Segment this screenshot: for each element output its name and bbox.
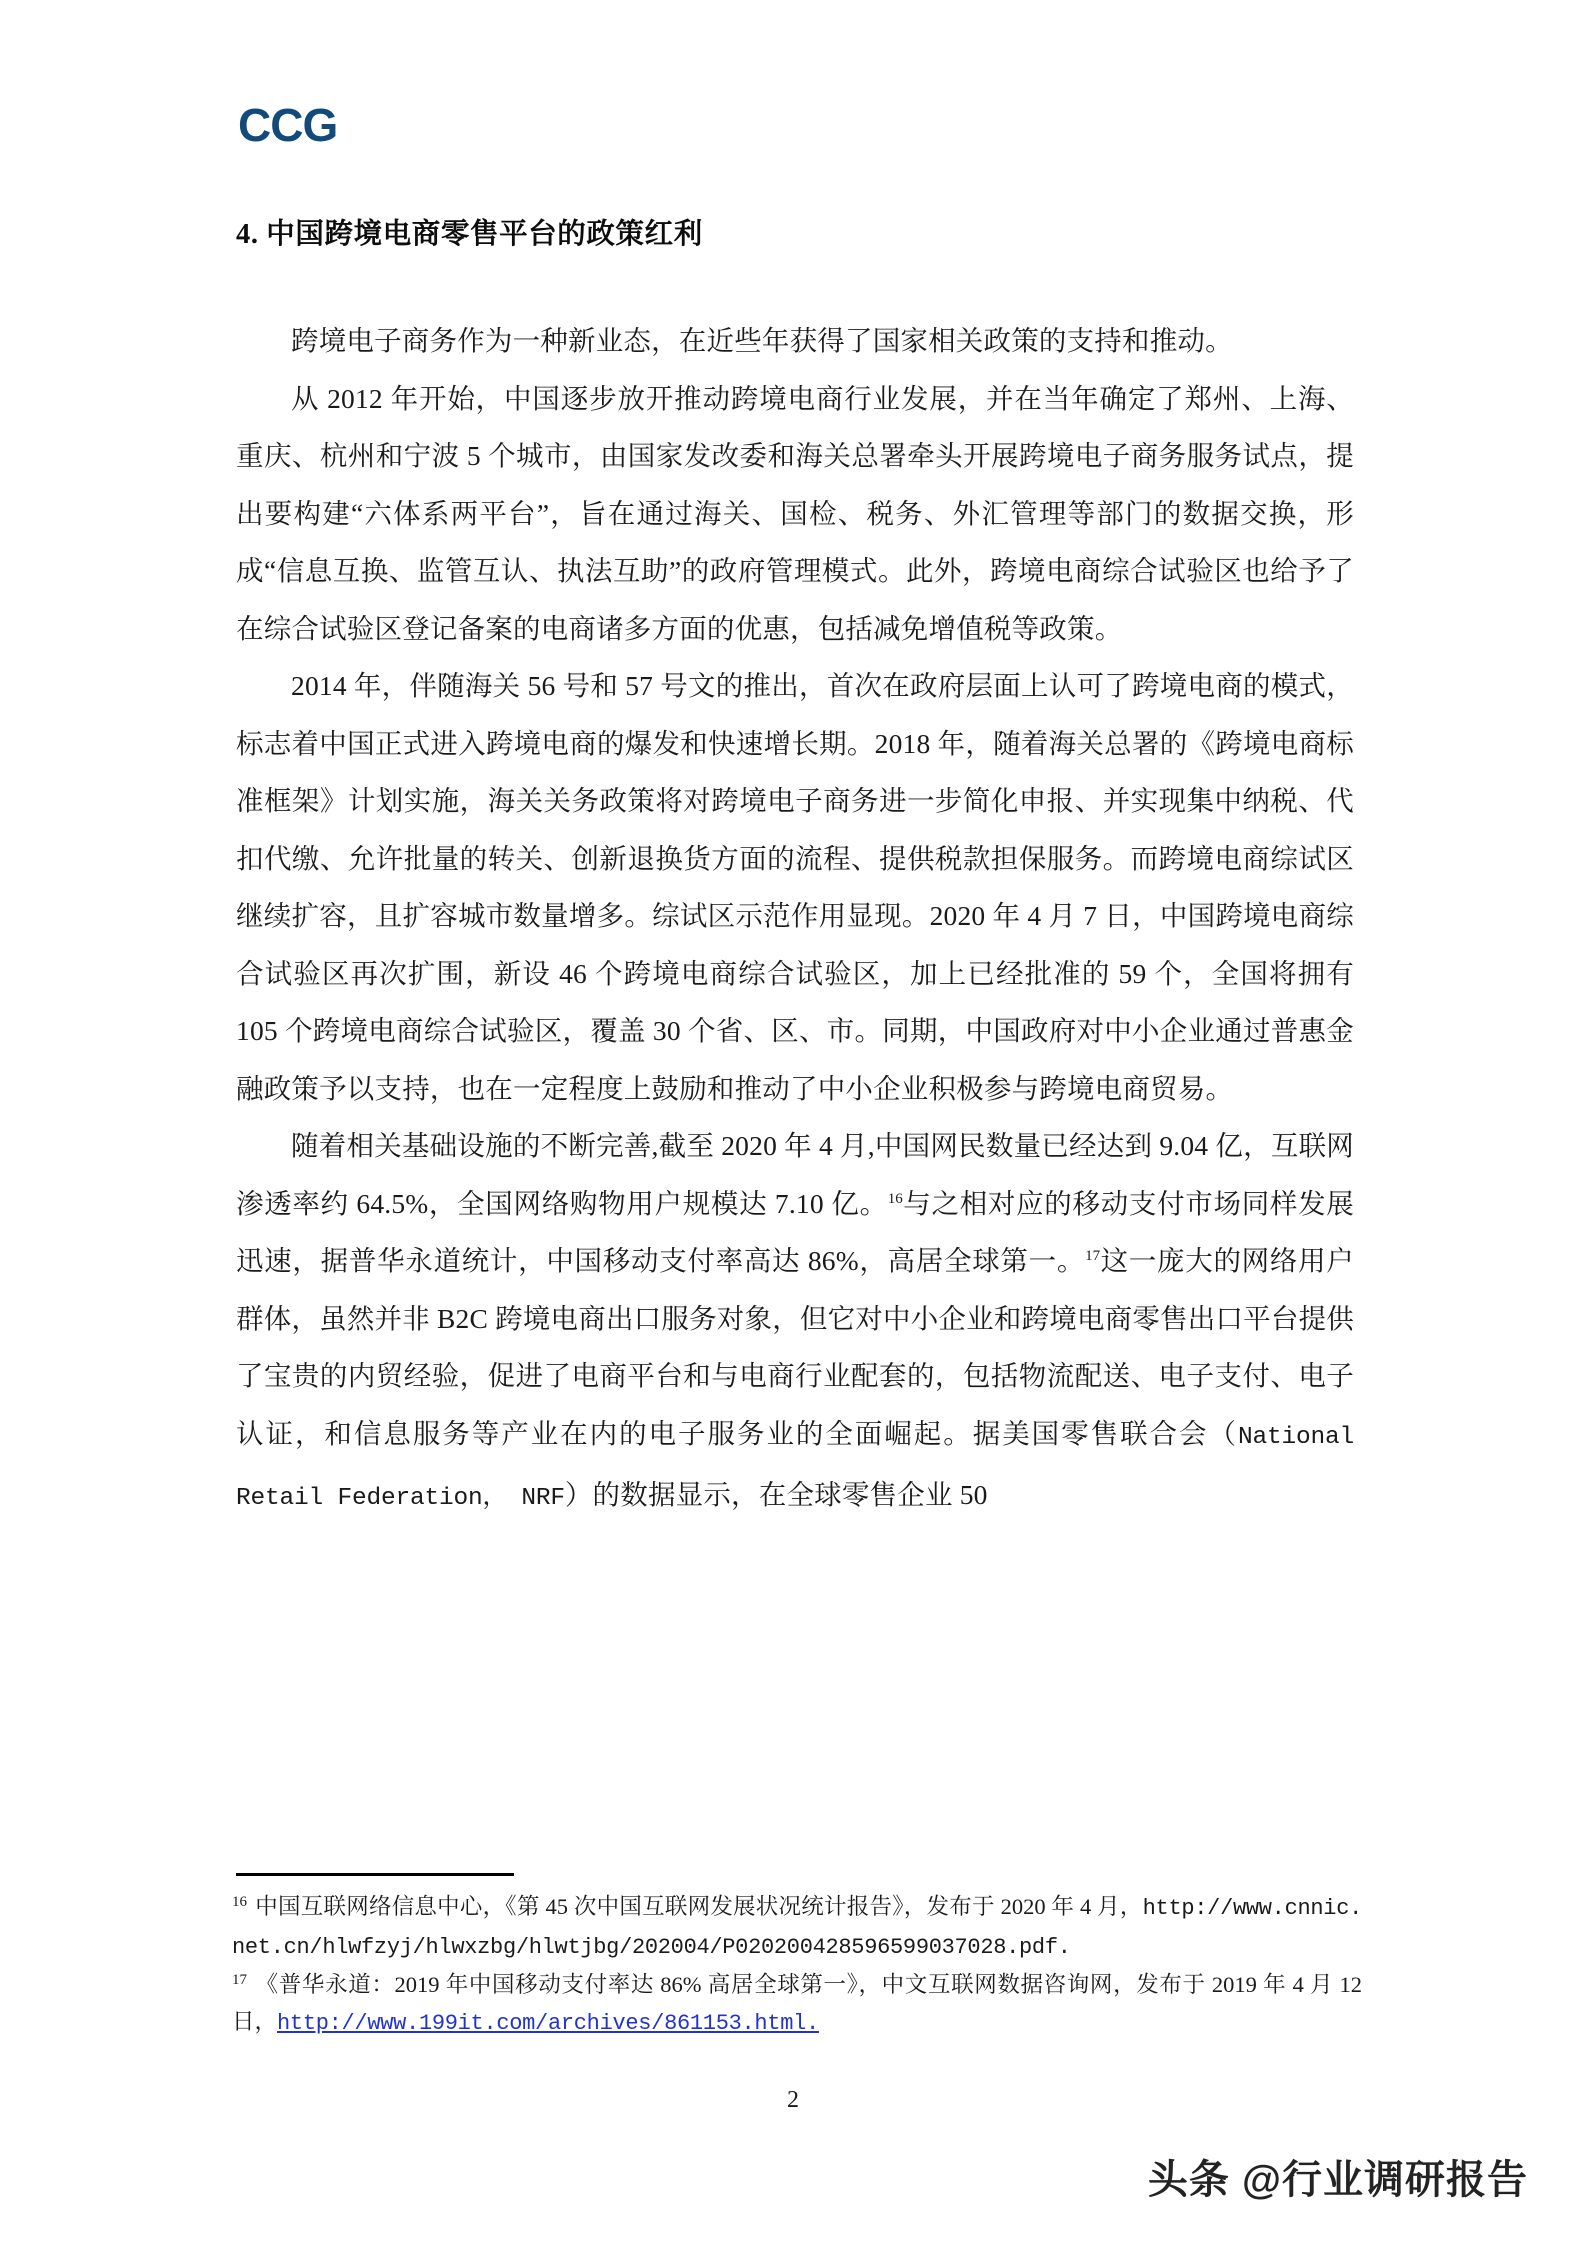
footnote-17-text: 《普华永道：2019 年中国移动支付率达 86% 高居全球第一》，中文互联网数据咨询网，发布于 2019 年 4 月 12 日， (232, 1972, 1362, 2034)
footnote-17-marker: 17 (232, 1971, 247, 1988)
paragraph-3: 2014 年，伴随海关 56 号和 57 号文的推出，首次在政府层面上认可了跨境电商的模式，标志着中国正式进入跨境电商的爆发和快速增长期。2018 年，随着海关总署的《跨境电商标准框架》计划实施，海关关务政策将对跨境电子商务进一步简化申报、并实现集中纳税、代扣代缴、允许批量的转关、创新退换货方面的流程、提供税款担保服务。而跨境电商综试区继续扩容，且扩容城市数量增多。综试区示范作用显现。2020 年 4 月 7 日，中国跨境电商综合试验区再次扩围，新设 46 个跨境电商综合试验区，加上已经批准的 59 个，全国将拥有 105 个跨境电商综合试验区，覆盖 30 个省、区、市。同期，中国政府对中小企业通过普惠金融政策予以支持，也在一定程度上鼓励和推动了中小企业积极参与跨境电商贸易。 (236, 670, 1354, 1104)
paragraph-4-segment-d: ）的数据显示，在全球零售企业 50 (564, 1479, 988, 1510)
footnote-16-marker: 16 (232, 1893, 247, 1910)
footnote-ref-16[interactable]: 16 (887, 1190, 903, 1207)
nrf-organization-name: National Retail Federation， NRF (236, 1423, 1354, 1512)
paragraph-4-segment-a: 随着相关基础设施的不断完善,截至 2020 年 4 月,中国网民数量已经达到 9.04 亿，互联网渗透率约 64.5%，全国网络购物用户规模达 7.10 亿。 (236, 1130, 1355, 1219)
footnote-separator (236, 1873, 514, 1876)
footnote-16 (232, 1888, 1362, 1966)
footnotes-section (232, 1888, 1362, 2042)
footnote-17-link[interactable]: http://www.199it.com/archives/861153.html. (277, 2011, 819, 2036)
footnote-17 (232, 1966, 1362, 2042)
footnote-ref-17[interactable]: 17 (1085, 1247, 1101, 1264)
page-title: 4. 中国跨境电商零售平台的政策红利 (236, 219, 703, 251)
footnote-16-url: http://www.cnnic.net.cn/hlwfzyj/hlwxzbg/hlwtjbg/202004/P020200428596599037028.pdf. (232, 1896, 1362, 1960)
page-number: 2 (787, 2087, 799, 2113)
paragraph-1: 跨境电子商务作为一种新业态，在近些年获得了国家相关政策的支持和推动。 (291, 325, 1233, 356)
paragraph-4 (236, 1117, 1354, 1528)
paragraph-2: 从 2012 年开始，中国逐步放开推动跨境电商行业发展，并在当年确定了郑州、上海、重庆、杭州和宁波 5 个城市，由国家发改委和海关总署牵头开展跨境电子商务服务试点，提出要构建“六体系两平台”，旨在通过海关、国检、税务、外汇管理等部门的数据交换，形成“信息互换、监管互认、执法互助”的政府管理模式。此外，跨境电商综合试验区也给予了在综合试验区登记备案的电商诸多方面的优惠，包括减免增值税等政策。 (236, 382, 1354, 644)
watermark: 头条 @行业调研报告 (1147, 2158, 1528, 2202)
document-body (236, 312, 1354, 1528)
paragraph-4-segment-c: 这一庞大的网络用户群体，虽然并非 B2C 跨境电商出口服务对象，但它对中小企业和跨境电商零售出口平台提供了宝贵的内贸经验，促进了电商平台和与电商行业配套的，包括物流配送、电子支付、电子认证，和信息服务等产业在内的电子服务业的全面崛起。据美国零售联合会（ (236, 1245, 1354, 1449)
footnote-16-text: 中国互联网络信息中心，《第 45 次中国互联网发展状况统计报告》，发布于 2020 年 4 月， (255, 1894, 1143, 1919)
paragraph-4-segment-b: 与之相对应的移动支付市场同样发展迅速，据普华永道统计，中国移动支付率高达 86%，高居全球第一。 (236, 1187, 1355, 1276)
ccg-logo: CCG (238, 99, 338, 151)
